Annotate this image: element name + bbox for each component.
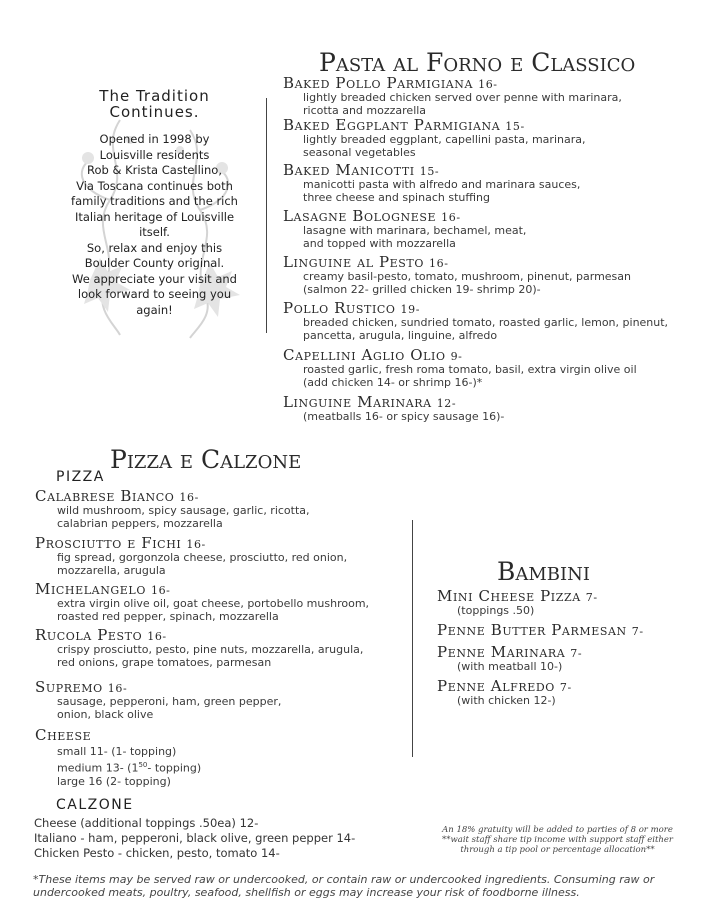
intro-line: Opened in 1998 by	[99, 132, 210, 146]
intro-title-line2: Continues.	[109, 103, 200, 121]
gratuity-line: **wait staff share tip income with support staff either	[442, 835, 673, 845]
intro-title-line1: The Tradition	[99, 87, 210, 105]
cheese-size-medium: medium 13- ($1^{50}-$ topping)	[57, 760, 202, 775]
disclaimer-line: *These items may be served raw or undercooked, or contain raw or undercooked ingredients. Consuming raw or	[33, 873, 655, 886]
menu-item-description: lightly breaded eggplant, capellini pasta, marinara, seasonal vegetables	[303, 133, 586, 159]
pasta-section-title: Pasta al Forno e Classico	[319, 48, 636, 77]
gratuity-line: through a tip pool or percentage allocation**	[460, 845, 655, 855]
intro-line: again!	[136, 302, 173, 317]
menu-item-description: fig spread, gorgonzola cheese, prosciutto, red onion, mozzarella, arugula	[57, 551, 348, 577]
menu-item-name: Pollo Rustico 19-	[283, 299, 421, 317]
menu-item-price: 16-	[150, 584, 171, 597]
intro-line: So, relax and enjoy this	[86, 240, 223, 255]
menu-item-name: Calabrese Bianco 16-	[35, 487, 199, 505]
pizza-subhead: PIZZA	[56, 469, 105, 485]
calzone-item: Chicken Pesto - chicken, pesto, tomato 14-	[34, 846, 280, 860]
menu-item-name: Rucola Pesto 16-	[35, 626, 167, 644]
menu-item-price: 15-	[505, 120, 525, 133]
menu-item-name: Linguine Marinara 12-	[283, 393, 457, 411]
menu-item-description: wild mushroom, spicy sausage, garlic, ricotta, calabrian peppers, mozzarella	[57, 504, 310, 530]
menu-item	[283, 161, 580, 204]
menu-item-name: Baked Pollo Parmigiana 16-	[283, 74, 498, 92]
intro-line: Louisville residents	[99, 147, 210, 162]
menu-item	[437, 587, 598, 618]
menu-item-description: (with meatball 10-)	[457, 660, 563, 673]
cheese-size-large: large 16 (2- topping)	[57, 774, 171, 788]
calzone-item: Italiano - ham, pepperoni, black olive, green pepper 14-	[34, 831, 356, 845]
intro-line: look forward to seeing you	[77, 287, 232, 301]
intro-line: itself.	[139, 225, 170, 239]
menu-item	[35, 487, 310, 530]
menu-item	[437, 677, 572, 708]
gratuity-line: An 18% gratuity will be added to parties of 8 or more	[442, 825, 673, 835]
bambini-divider	[412, 520, 413, 757]
menu-item	[283, 346, 637, 389]
menu-item-name: Michelangelo 16-	[35, 580, 171, 598]
menu-item-price: 12-	[436, 397, 457, 410]
menu-item-price: 16-	[107, 682, 128, 695]
calzone-subhead: CALZONE	[56, 797, 134, 813]
menu-item-description: (toppings .50)	[457, 604, 535, 617]
menu-item	[283, 393, 504, 424]
menu-item	[283, 299, 668, 342]
bambini-section-title: Bambini	[497, 557, 590, 586]
menu-item-name: Penne Alfredo 7-	[437, 677, 572, 695]
menu-item-price: 19-	[400, 303, 421, 316]
menu-item-name: Prosciutto e Fichi 16-	[35, 534, 206, 552]
menu-item	[35, 626, 363, 669]
menu-item-name: Capellini Aglio Olio 9-	[283, 346, 463, 364]
menu-item-name: Supremo 16-	[35, 678, 128, 696]
menu-item-name: Penne Butter Parmesan 7-	[437, 621, 644, 639]
intro-line: We appreciate your visit and	[72, 271, 237, 286]
menu-item	[35, 534, 347, 577]
disclaimer-line: undercooked meats, poultry, seafood, shellfish or eggs may increase your risk of foodborne illness.	[33, 885, 580, 899]
cheese-size-small: small 11- (1- topping)	[57, 745, 177, 758]
menu-item-description: (with chicken 12-)	[457, 694, 556, 707]
menu-item	[283, 116, 585, 159]
menu-item-name: Baked Eggplant Parmigiana 15-	[283, 116, 525, 134]
intro-line: Via Toscana continues both	[76, 178, 233, 193]
menu-item-name: Penne Marinara 7-	[437, 643, 583, 661]
menu-item-description: manicotti pasta with alfredo and marinara sauces, three cheese and spinach stuffing	[303, 178, 581, 204]
calzone-list	[34, 816, 355, 861]
gratuity-note	[420, 825, 695, 855]
menu-item-name: Linguine al Pesto 16-	[283, 253, 449, 271]
menu-item	[283, 253, 631, 296]
menu-item-name: Lasagne Bolognese 16-	[283, 207, 461, 225]
menu-item-description: (meatballs 16- or spicy sausage 16)-	[303, 410, 505, 423]
menu-item-price: 16-	[429, 257, 449, 270]
menu-item-price: 16-	[147, 630, 167, 643]
pizza-section-title: Pizza e Calzone	[110, 445, 302, 474]
menu-item	[283, 74, 622, 117]
menu-item-description: creamy basil-pesto, tomato, mushroom, pinenut, parmesan (salmon 22- grilled chicken 19- shrimp 20)-	[303, 270, 631, 296]
menu-item-price: 16-	[478, 78, 498, 91]
menu-item	[437, 643, 582, 674]
menu-item-description: breaded chicken, sundried tomato, roasted garlic, lemon, pinenut, pancetta, arugula, linguine, alfredo	[303, 316, 669, 342]
menu-item-price: 9-	[450, 350, 463, 363]
intro-divider	[266, 98, 267, 333]
intro-body	[62, 132, 247, 318]
menu-item-description: sausage, pepperoni, ham, green pepper, onion, black olive	[57, 695, 282, 721]
menu-item-price: 16-	[186, 538, 206, 551]
menu-item-description: lightly breaded chicken served over penne with marinara, ricotta and mozzarella	[303, 91, 622, 117]
intro-line: family traditions and the rich	[71, 194, 238, 208]
menu-item-price: 16-	[441, 211, 461, 224]
menu-item-price: 7-	[559, 681, 572, 694]
menu-item	[437, 621, 644, 639]
menu-item-price: 7-	[585, 591, 598, 604]
menu-item-price: 15-	[419, 165, 440, 178]
menu-item-cheese	[35, 726, 201, 788]
intro-section	[62, 88, 247, 318]
menu-item-price: 16-	[179, 491, 199, 504]
intro-line: Boulder County original.	[84, 256, 225, 270]
menu-item-description: crispy prosciutto, pesto, pine nuts, mozzarella, arugula, red onions, grape tomatoes, parmesan	[57, 643, 364, 669]
menu-item-price: 7-	[631, 625, 644, 638]
menu-item-price: 7-	[570, 647, 583, 660]
menu-item-description: extra virgin olive oil, goat cheese, portobello mushroom, roasted red pepper, spinach, mozzarella	[57, 597, 370, 623]
menu-item-name: Mini Cheese Pizza 7-	[437, 587, 598, 605]
menu-item-name: Cheese	[35, 726, 92, 744]
intro-line: Italian heritage of Louisville	[74, 209, 235, 224]
menu-item	[35, 678, 281, 721]
menu-item-name: Baked Manicotti 15-	[283, 161, 440, 179]
menu-item-description: lasagne with marinara, bechamel, meat, and topped with mozzarella	[303, 224, 527, 250]
calzone-item: Cheese (additional toppings .50ea) 12-	[34, 816, 259, 830]
intro-line: Rob & Krista Castellino,	[87, 163, 222, 177]
menu-item	[283, 207, 526, 250]
menu-item	[35, 580, 369, 623]
menu-item-description: roasted garlic, fresh roma tomato, basil, extra virgin olive oil (add chicken 14- or shrimp 16-)*	[303, 363, 637, 389]
raw-food-disclaimer	[33, 874, 683, 899]
